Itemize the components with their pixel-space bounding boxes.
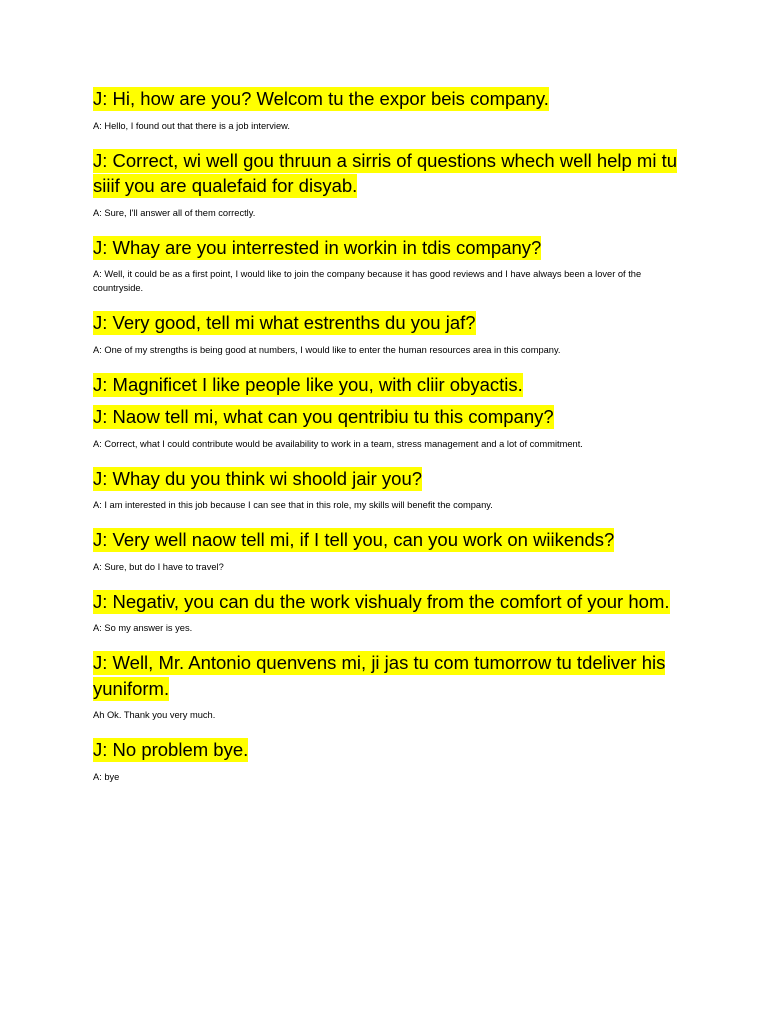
applicant-line: A: So my answer is yes. [93,623,193,633]
highlighted-text: J: Very well naow tell mi, if I tell you, can you work on wiikends? [93,529,615,550]
interviewer-line [93,466,683,492]
applicant-line: A: Correct, what I could contribute would be availability to work in a team, stress management and a lot of commitment. [93,438,583,449]
highlighted-text: J: No problem bye. [93,739,249,760]
highlighted-text: J: Whay are you interrested in workin in tdis company? [93,236,542,258]
highlighted-text: J: Negativ, you can du the work vishualy from the comfort of your hom. [93,590,670,612]
interviewer-line [93,527,683,553]
interviewer-line [93,310,683,336]
highlighted-text: J: Well, Mr. Antonio quenvens mi, ji jas tu com tumorrow tu tdeliver his yuniform. [93,652,666,699]
highlighted-text: J: Very good, tell mi what estrenths du you jaf? [93,312,476,333]
applicant-line: A: Well, it could be as a first point, I would like to join the company because it has good reviews and I have always been a lover of the countryside. [93,269,642,293]
interviewer-line [93,372,683,398]
interviewer-line [93,86,683,112]
interviewer-line [93,589,683,615]
interviewer-line [93,148,683,199]
document-page [93,86,683,799]
highlighted-text: J: Whay du you think wi shoold jair you? [93,467,423,489]
applicant-line: A: bye [93,771,120,782]
applicant-line: A: One of my strengths is being good at numbers, I would like to enter the human resources area in this company. [93,344,561,355]
applicant-line: A: I am interested in this job because I can see that in this role, my skills will benefit the company. [93,500,493,510]
interviewer-line [93,235,683,261]
applicant-line: A: Hello, I found out that there is a job interview. [93,120,290,131]
highlighted-text: J: Correct, wi well gou thruun a sirris of questions whech well help mi tu siiif you are qualefaid for disyab. [93,149,678,196]
highlighted-text: J: Hi, how are you? Welcom tu the expor beis company. [93,88,549,109]
applicant-line: A: Sure, I'll answer all of them correctly. [93,207,256,218]
interviewer-line [93,404,683,430]
applicant-line: A: Sure, but do I have to travel? [93,561,224,572]
highlighted-text: J: Naow tell mi, what can you qentribiu tu this company? [93,406,554,427]
interviewer-line [93,737,683,763]
applicant-line: Ah Ok. Thank you very much. [93,710,216,720]
interviewer-line [93,650,683,701]
highlighted-text: J: Magnificet I like people like you, with cliir obyactis. [93,373,523,395]
